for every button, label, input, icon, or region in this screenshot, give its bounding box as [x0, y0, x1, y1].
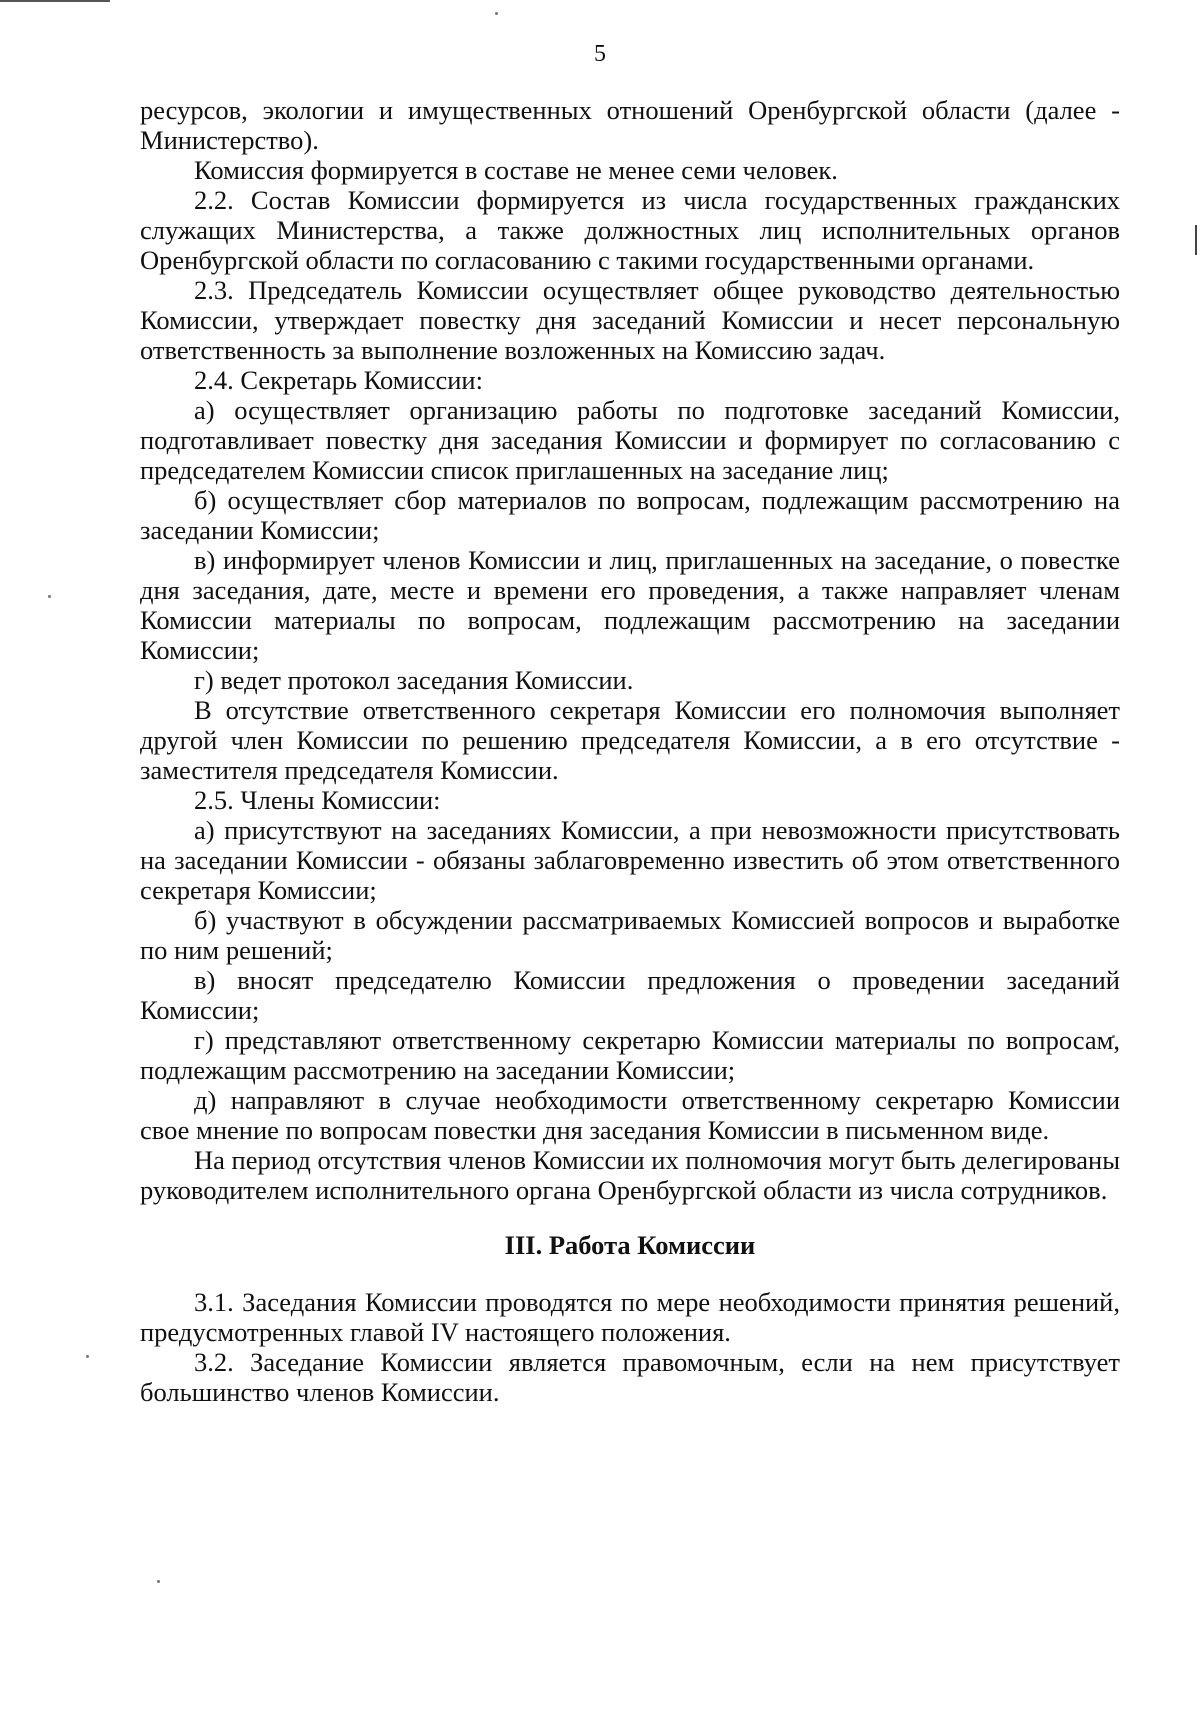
document-paragraph: а) осуществляет организацию работы по подготовке заседаний Комиссии, подготавливает повестку дня заседания Комиссии и формирует по согласованию с председателем Комиссии список приглашенных на заседание лиц; [140, 395, 1120, 485]
document-paragraph: 2.4. Секретарь Комиссии: [194, 365, 483, 395]
page-number: 5 [594, 41, 606, 67]
document-paragraph: На период отсутствия членов Комиссии их полномочия могут быть делегированы руководителем исполнительного органа Оренбургской области из числа сотрудников. [140, 1145, 1120, 1205]
document-paragraph: г) ведет протокол заседания Комиссии. [194, 665, 634, 695]
scan-speck [495, 12, 498, 15]
section-heading: III. Работа Комиссии [504, 1230, 756, 1260]
document-paragraph: 3.2. Заседание Комиссии является правомочным, если на нем присутствует большинство членов Комиссии. [140, 1347, 1120, 1407]
document-paragraph: в) вносят председателю Комиссии предложения о проведении заседаний Комиссии; [140, 965, 1120, 1025]
scan-speck [48, 595, 51, 598]
document-paragraph: 2.3. Председатель Комиссии осуществляет общее руководство деятельностью Комиссии, утверждает повестку дня заседаний Комиссии и несет персональную ответственность за выполнение возложенных на Комиссию задач. [140, 275, 1120, 365]
document-paragraph: в) информирует членов Комиссии и лиц, приглашенных на заседание, о повестке дня заседания, дате, месте и времени его проведения, а также направляет членам Комиссии материалы по вопросам, подлежащим рассмотрению на заседании Комиссии; [140, 545, 1120, 665]
document-paragraph: а) присутствуют на заседаниях Комиссии, а при невозможности присутствовать на заседании Комиссии - обязаны заблаговременно известить об этом ответственного секретаря Комиссии; [140, 815, 1120, 905]
document-paragraph: 2.5. Члены Комиссии: [194, 785, 441, 815]
document-paragraph: б) осуществляет сбор материалов по вопросам, подлежащим рассмотрению на заседании Комиссии; [140, 485, 1120, 545]
scan-speck [86, 1355, 89, 1358]
document-paragraph: В отсутствие ответственного секретаря Комиссии его полномочия выполняет другой член Комиссии по решению председателя Комиссии, а в его отсутствие - заместителя председателя Комиссии. [140, 695, 1120, 785]
document-text-body [140, 95, 1120, 1407]
document-paragraph: г) представляют ответственному секретарю Комиссии материалы по вопросам, подлежащим рассмотрению на заседании Комиссии; [140, 1025, 1120, 1085]
document-paragraph: 3.1. Заседания Комиссии проводятся по мере необходимости принятия решений, предусмотренных главой IV настоящего положения. [140, 1287, 1120, 1347]
document-paragraph: 2.2. Состав Комиссии формируется из числа государственных гражданских служащих Министерства, а также должностных лиц исполнительных органов Оренбургской области по согласованию с такими государственными органами. [140, 185, 1120, 275]
document-paragraph: Комиссия формируется в составе не менее семи человек. [194, 155, 838, 185]
document-paragraph: д) направляют в случае необходимости ответственному секретарю Комиссии свое мнение по вопросам повестки дня заседания Комиссии в письменном виде. [140, 1085, 1120, 1145]
document-paragraph: ресурсов, экологии и имущественных отношений Оренбургской области (далее - Министерство). [140, 95, 1120, 155]
paragraphs-after-heading [140, 1287, 1120, 1407]
scan-speck [157, 1580, 160, 1583]
scan-edge-mark [1195, 225, 1197, 255]
scan-corner-mark [0, 0, 110, 2]
document-paragraph: б) участвуют в обсуждении рассматриваемых Комиссией вопросов и выработке по ним решений; [140, 905, 1120, 965]
paragraphs-before-heading [140, 95, 1120, 1205]
